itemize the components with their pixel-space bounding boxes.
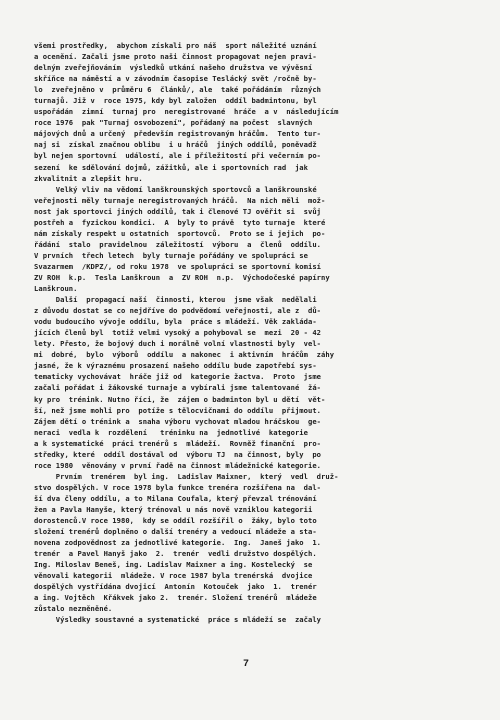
text-line: a ing. Vojtěch Křákvek jako 2. trenér. Složení trenérů mládeže (34, 593, 317, 603)
text-line: tematicky vychovávat hráče již od kategorie žactva. Proto jsme (34, 372, 322, 382)
text-line: postřeh a fyzickou kondici. A byly to právě tyto turnaje které (34, 217, 326, 227)
text-line: veřejnosti měly turnaje neregistrovaných hráčů. Na nich měli mož- (34, 195, 326, 205)
text-line: neraci vedla k rozdělení tréninku na jednotlivé kategorie (34, 427, 308, 437)
text-line: uspořádán zimní turnaj pro neregistrované hráče a v následujícím (34, 107, 339, 117)
text-line: Velký vliv na vědomí lanškrounských sportovců a lanškrounské (34, 184, 317, 194)
text-line: sezení ke sdělování dojmů, zážitků, ale i sportovních rad jak (34, 162, 308, 172)
text-line: lo zveřejněno v průměru 6 článků/, ale také pořádáním různých (34, 85, 322, 95)
text-line: ZV ROH k.p. Tesla Lanškroun a ZV ROH n.p. Východočeské papírny (34, 272, 330, 282)
text-line: Lanškroun. (34, 284, 78, 294)
text-line: složení trenérů doplněno o další trenéry a vedoucí mládeže a sta- (34, 527, 317, 537)
text-line: lety. Přesto, že bojový duch i morálně volní vlastnosti byly vel- (34, 339, 322, 349)
text-line: Zájem dětí o trénink a snaha výboru vychovat mladou hráčskou ge- (34, 416, 322, 426)
text-line: jasné, že k výraznému prosazení našeho oddílu bude zapotřebí sys- (34, 361, 317, 371)
text-line: mi dobré, bylo výborů oddílu a nakonec i aktivním hráčům záhy (34, 350, 335, 360)
text-line: nám získaly respekt u ostatních sportovců. Proto se i jejich po- (34, 228, 326, 238)
text-line: žen a Pavla Hanyše, který trénoval u nás nově vzniklou kategorii (34, 504, 313, 514)
text-line: Výsledky soustavné a systematické práce s mládeží se začaly (34, 615, 322, 625)
text-line: ší dva členy oddílu, a to Milana Coufala, který převzal trénování (34, 493, 317, 503)
text-line: nost jak sportovci jiných oddílů, tak i členové TJ ověřit si svůj (34, 206, 322, 216)
text-line: začali pořádat i žákovské turnaje a vybírali jsme talentované žá- (34, 383, 322, 393)
text-line: delným zveřejňováním výsledků utkání našeho družstva ve vývěsní (34, 63, 313, 73)
text-line: a k systematické práci trenérů s mládeží. Rovněž finanční pro- (34, 438, 322, 448)
text-line: Svazarmem /KDPZ/, od roku 1978 ve spolupráci se sportovní komisí (34, 261, 322, 271)
text-line: stvo dospělých. V roce 1978 byla funkce trenéra rozšířena na dal- (34, 482, 322, 492)
text-line: roce 1976 pak "Turnaj osvobození", pořádaný na počest slavných (34, 118, 313, 128)
text-line: roce 1980 věnovány v první řadě na činnost mládežnické kategorie. (34, 460, 322, 470)
text-line: středky, které oddíl dostával od výboru TJ na činnost, byly po (34, 449, 322, 459)
text-line: a ocenění. Začali jsme proto naši činnost propagovat nejen pravi- (34, 52, 317, 62)
text-line: vodu budoucího vývoje oddílu, byla práce s mládeží. Věk zakláda- (34, 317, 317, 327)
text-line: dospělých vystřídána dvojicí Antonín Kotouček jako 1. trenér (34, 582, 317, 592)
text-line: z důvodu dostat se co nejdříve do podvědomí veřejnosti, ale z dů- (34, 306, 322, 316)
text-line: májových dnů a určený především registrovaným hráčům. Tento tur- (34, 129, 322, 139)
text-line: zůstalo nezměněné. (34, 604, 113, 614)
body-text (34, 40, 474, 625)
text-line: skříňce na náměstí a v závodním časopise Teslácký svět /ročně by- (34, 74, 317, 84)
text-line: trenér a Pavel Hanyš jako 2. trenér vedli družstvo dospělých. (34, 549, 317, 559)
text-line: jících členů byl totiž velmi vysoký a pohyboval se mezi 20 - 42 (34, 328, 322, 338)
text-line: turnajů. Již v roce 1975, kdy byl založen oddíl badmintonu, byl (34, 96, 317, 106)
text-line: Ing. Miloslav Beneš, ing. Ladislav Maixner a ing. Kostelecký se (34, 560, 313, 570)
text-line: novena zodpovědnost za jednotlivé kategorie. Ing. Janeš jako 1. (34, 538, 322, 548)
text-line: byl nejen sportovní událostí, ale i příležitostí při večerním po- (34, 151, 322, 161)
page-number: 7 (243, 659, 250, 670)
text-line: zkvalitnit a zlepšit hru. (34, 173, 143, 183)
text-line: Prvním trenérem byl ing. Ladislav Maixner, který vedl druž- (34, 471, 339, 481)
text-line: všemi prostředky, abychom získali pro náš sport náležité uznání (34, 41, 317, 50)
text-line: Další propagací naší činnosti, kterou jsme však nedělali (34, 295, 317, 305)
text-line: věnovali kategorii mládeže. V roce 1987 byla trenérská dvojice (34, 571, 313, 581)
text-line: naj si získal značnou oblibu i u hráčů jiných oddílů, poněvadž (34, 140, 317, 150)
text-line: ší, než jsme mohli pro potíže s tělocvičnami do oddílu přijmout. (34, 405, 322, 415)
text-line: V prvních třech letech byly turnaje pořádány ve spolupráci se (34, 250, 308, 260)
text-line: řádání stalo pravidelnou záležitostí výboru a členů oddílu. (34, 239, 322, 249)
text-line: dorostenců.V roce 1980, kdy se oddíl rozšířil o žáky, bylo toto (34, 516, 317, 526)
text-line: ky pro trénink. Nutno říci, že zájem o badminton byl u dětí vět- (34, 394, 326, 404)
